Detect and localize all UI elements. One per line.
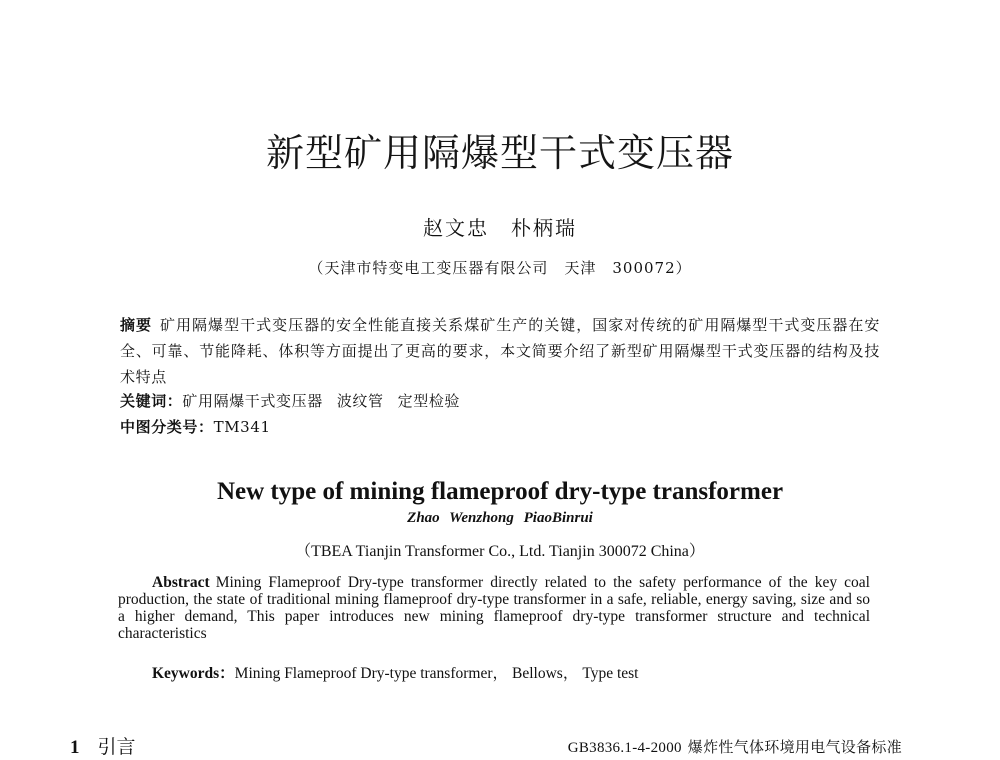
keywords-cn <box>120 390 880 411</box>
paper-title-en: New type of mining flameproof dry-type transformer <box>216 478 784 505</box>
abstract-cn-label: 摘要 <box>120 316 153 334</box>
keywords-en-label: Keywords： <box>152 665 235 682</box>
section-number: 1 <box>70 737 80 758</box>
abstract-cn <box>120 312 880 390</box>
abstract-en <box>118 574 870 642</box>
keyword-cn-item: 定型检验 <box>397 392 461 410</box>
keywords-cn-label: 关键词： <box>120 392 183 410</box>
keyword-en-item: Type test <box>582 665 639 682</box>
affiliation-en: （TBEA Tianjin Transformer Co., Ltd. Tianjin 300072 China） <box>295 543 705 560</box>
standard-code: GB3836.1-4-2000 <box>567 740 682 756</box>
abstract-en-label: Abstract <box>152 574 210 591</box>
classification-cn-value: TM341 <box>213 418 271 436</box>
abstract-en-text: Mining Flameproof Dry-type transformer directly related to the safety performance of the key coal production, the state of traditional mining flameproof dry-type transformer in a safe, reliable, energy saving, size and so a higher demand, This paper introduces new mining flameproof dry-type transformer structure and technical characteristics <box>118 574 870 642</box>
paper-title-cn: 新型矿用隔爆型干式变压器 <box>265 131 734 175</box>
section-heading-introduction <box>70 732 136 759</box>
standard-title: 爆炸性气体环境用电气设备标准 <box>687 738 902 756</box>
keyword-en-item: Mining Flameproof Dry-type transformer， <box>234 665 509 682</box>
keyword-en-item: Bellows， <box>512 665 579 682</box>
classification-cn <box>120 416 880 437</box>
section-title: 引言 <box>97 736 136 758</box>
keywords-en <box>152 661 872 683</box>
keyword-cn-item: 波纹管 <box>336 392 384 410</box>
authors-cn: 赵文忠 朴柄瑞 <box>423 216 577 240</box>
keyword-cn-item: 矿用隔爆干式变压器 <box>182 392 323 410</box>
classification-cn-label: 中图分类号： <box>120 418 214 436</box>
abstract-cn-text: 矿用隔爆型干式变压器的安全性能直接关系煤矿生产的关键，国家对传统的矿用隔爆型干式变压器在安全、可靠、节能降耗、体积等方面提出了更高的要求，本文简要介绍了新型矿用隔爆型干式变压器的结构及技术特点 <box>120 316 881 386</box>
authors-en: Zhao Wenzhong PiaoBinrui <box>407 510 593 526</box>
affiliation-cn: （天津市特变电工变压器有限公司 天津 300072） <box>308 259 692 277</box>
standard-reference <box>568 736 902 757</box>
